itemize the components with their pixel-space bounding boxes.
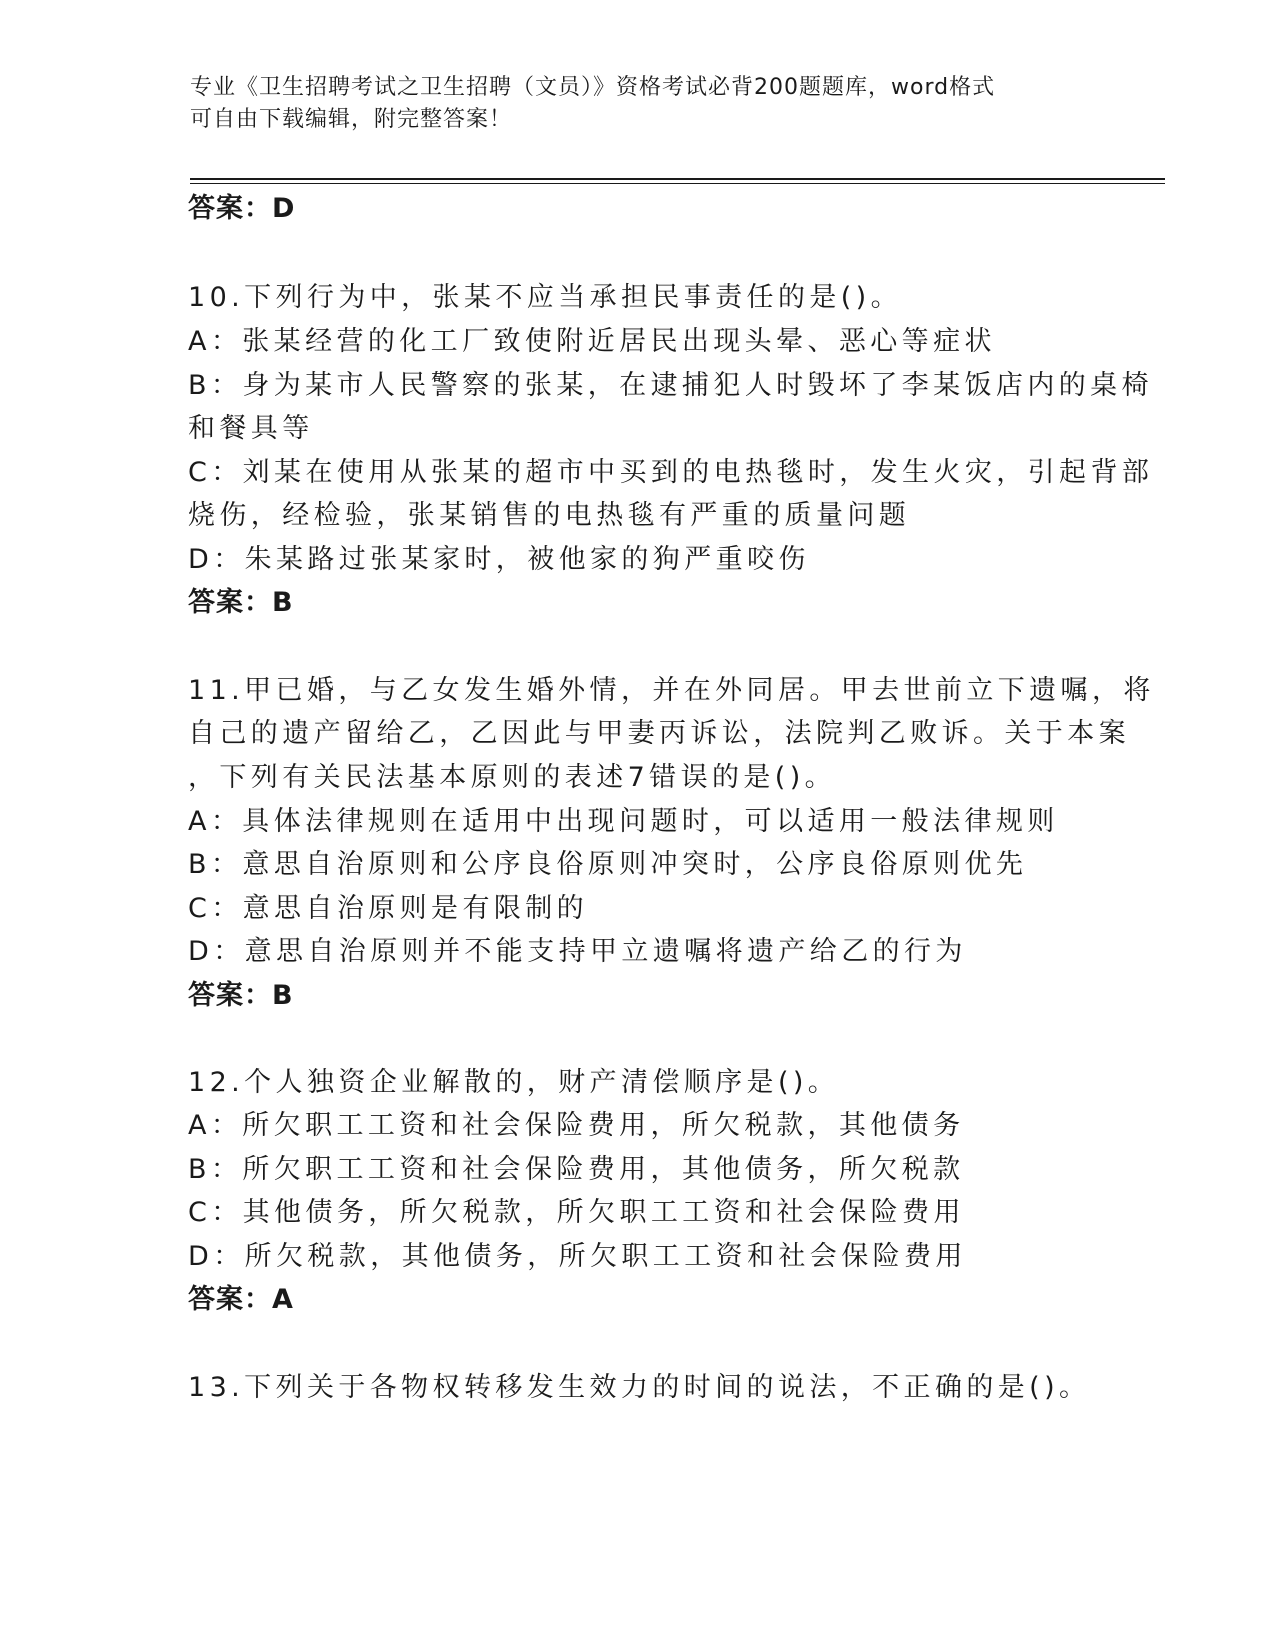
question-11: 11.甲已婚，与乙女发生婚外情，并在外同居。甲去世前立下遗嘱，将: [188, 675, 1155, 706]
option-12-a: A：所欠职工工资和社会保险费用，所欠税款，其他债务: [188, 1110, 965, 1141]
option-11-b: B：意思自治原则和公序良俗原则冲突时，公序良俗原则优先: [188, 849, 1028, 880]
option-11-a: A：具体法律规则在适用中出现问题时，可以适用一般法律规则: [188, 806, 1059, 837]
option-12-b: B：所欠职工工资和社会保险费用，其他债务，所欠税款: [188, 1154, 965, 1185]
option-12-c: C：其他债务，所欠税款，所欠职工工资和社会保险费用: [188, 1197, 965, 1228]
answer-12: 答案：A: [188, 1284, 294, 1315]
option-10-d: D：朱某路过张某家时，被他家的狗严重咬伤: [188, 544, 810, 575]
option-12-d: D：所欠税款，其他债务，所欠职工工资和社会保险费用: [188, 1241, 967, 1272]
header-line-2: 可自由下载编辑，附完整答案！: [190, 107, 513, 132]
option-11-c: C：意思自治原则是有限制的: [188, 893, 589, 924]
question-11-cont-2: ，下列有关民法基本原则的表述7错误的是()。: [188, 762, 837, 793]
option-10-b: B：身为某市人民警察的张某，在逮捕犯人时毁坏了李某饭店内的桌椅: [188, 370, 1153, 401]
answer-11: 答案：B: [188, 980, 294, 1011]
option-10-b-cont: 和餐具等: [188, 413, 314, 444]
header-rule: [190, 178, 1165, 180]
header-rule-thin: [190, 183, 1165, 184]
question-10: 10.下列行为中，张某不应当承担民事责任的是()。: [188, 282, 903, 313]
question-12: 12.个人独资企业解散的，财产清偿顺序是()。: [188, 1067, 840, 1098]
question-11-cont: 自己的遗产留给乙，乙因此与甲妻丙诉讼，法院判乙败诉。关于本案: [188, 718, 1130, 749]
answer-9: 答案：D: [188, 193, 296, 224]
page-header: [190, 72, 1090, 136]
option-10-a: A：张某经营的化工厂致使附近居民出现头晕、恶心等症状: [188, 326, 996, 357]
question-13: 13.下列关于各物权转移发生效力的时间的说法，不正确的是()。: [188, 1372, 1091, 1403]
header-line-1: 专业《卫生招聘考试之卫生招聘（文员）》资格考试必背200题题库，word格式: [190, 75, 996, 100]
option-10-c-cont: 烧伤，经检验，张某销售的电热毯有严重的质量问题: [188, 500, 911, 531]
option-11-d: D：意思自治原则并不能支持甲立遗嘱将遗产给乙的行为: [188, 936, 967, 967]
answer-10: 答案：B: [188, 587, 294, 618]
option-10-c: C：刘某在使用从张某的超市中买到的电热毯时，发生火灾，引起背部: [188, 457, 1154, 488]
